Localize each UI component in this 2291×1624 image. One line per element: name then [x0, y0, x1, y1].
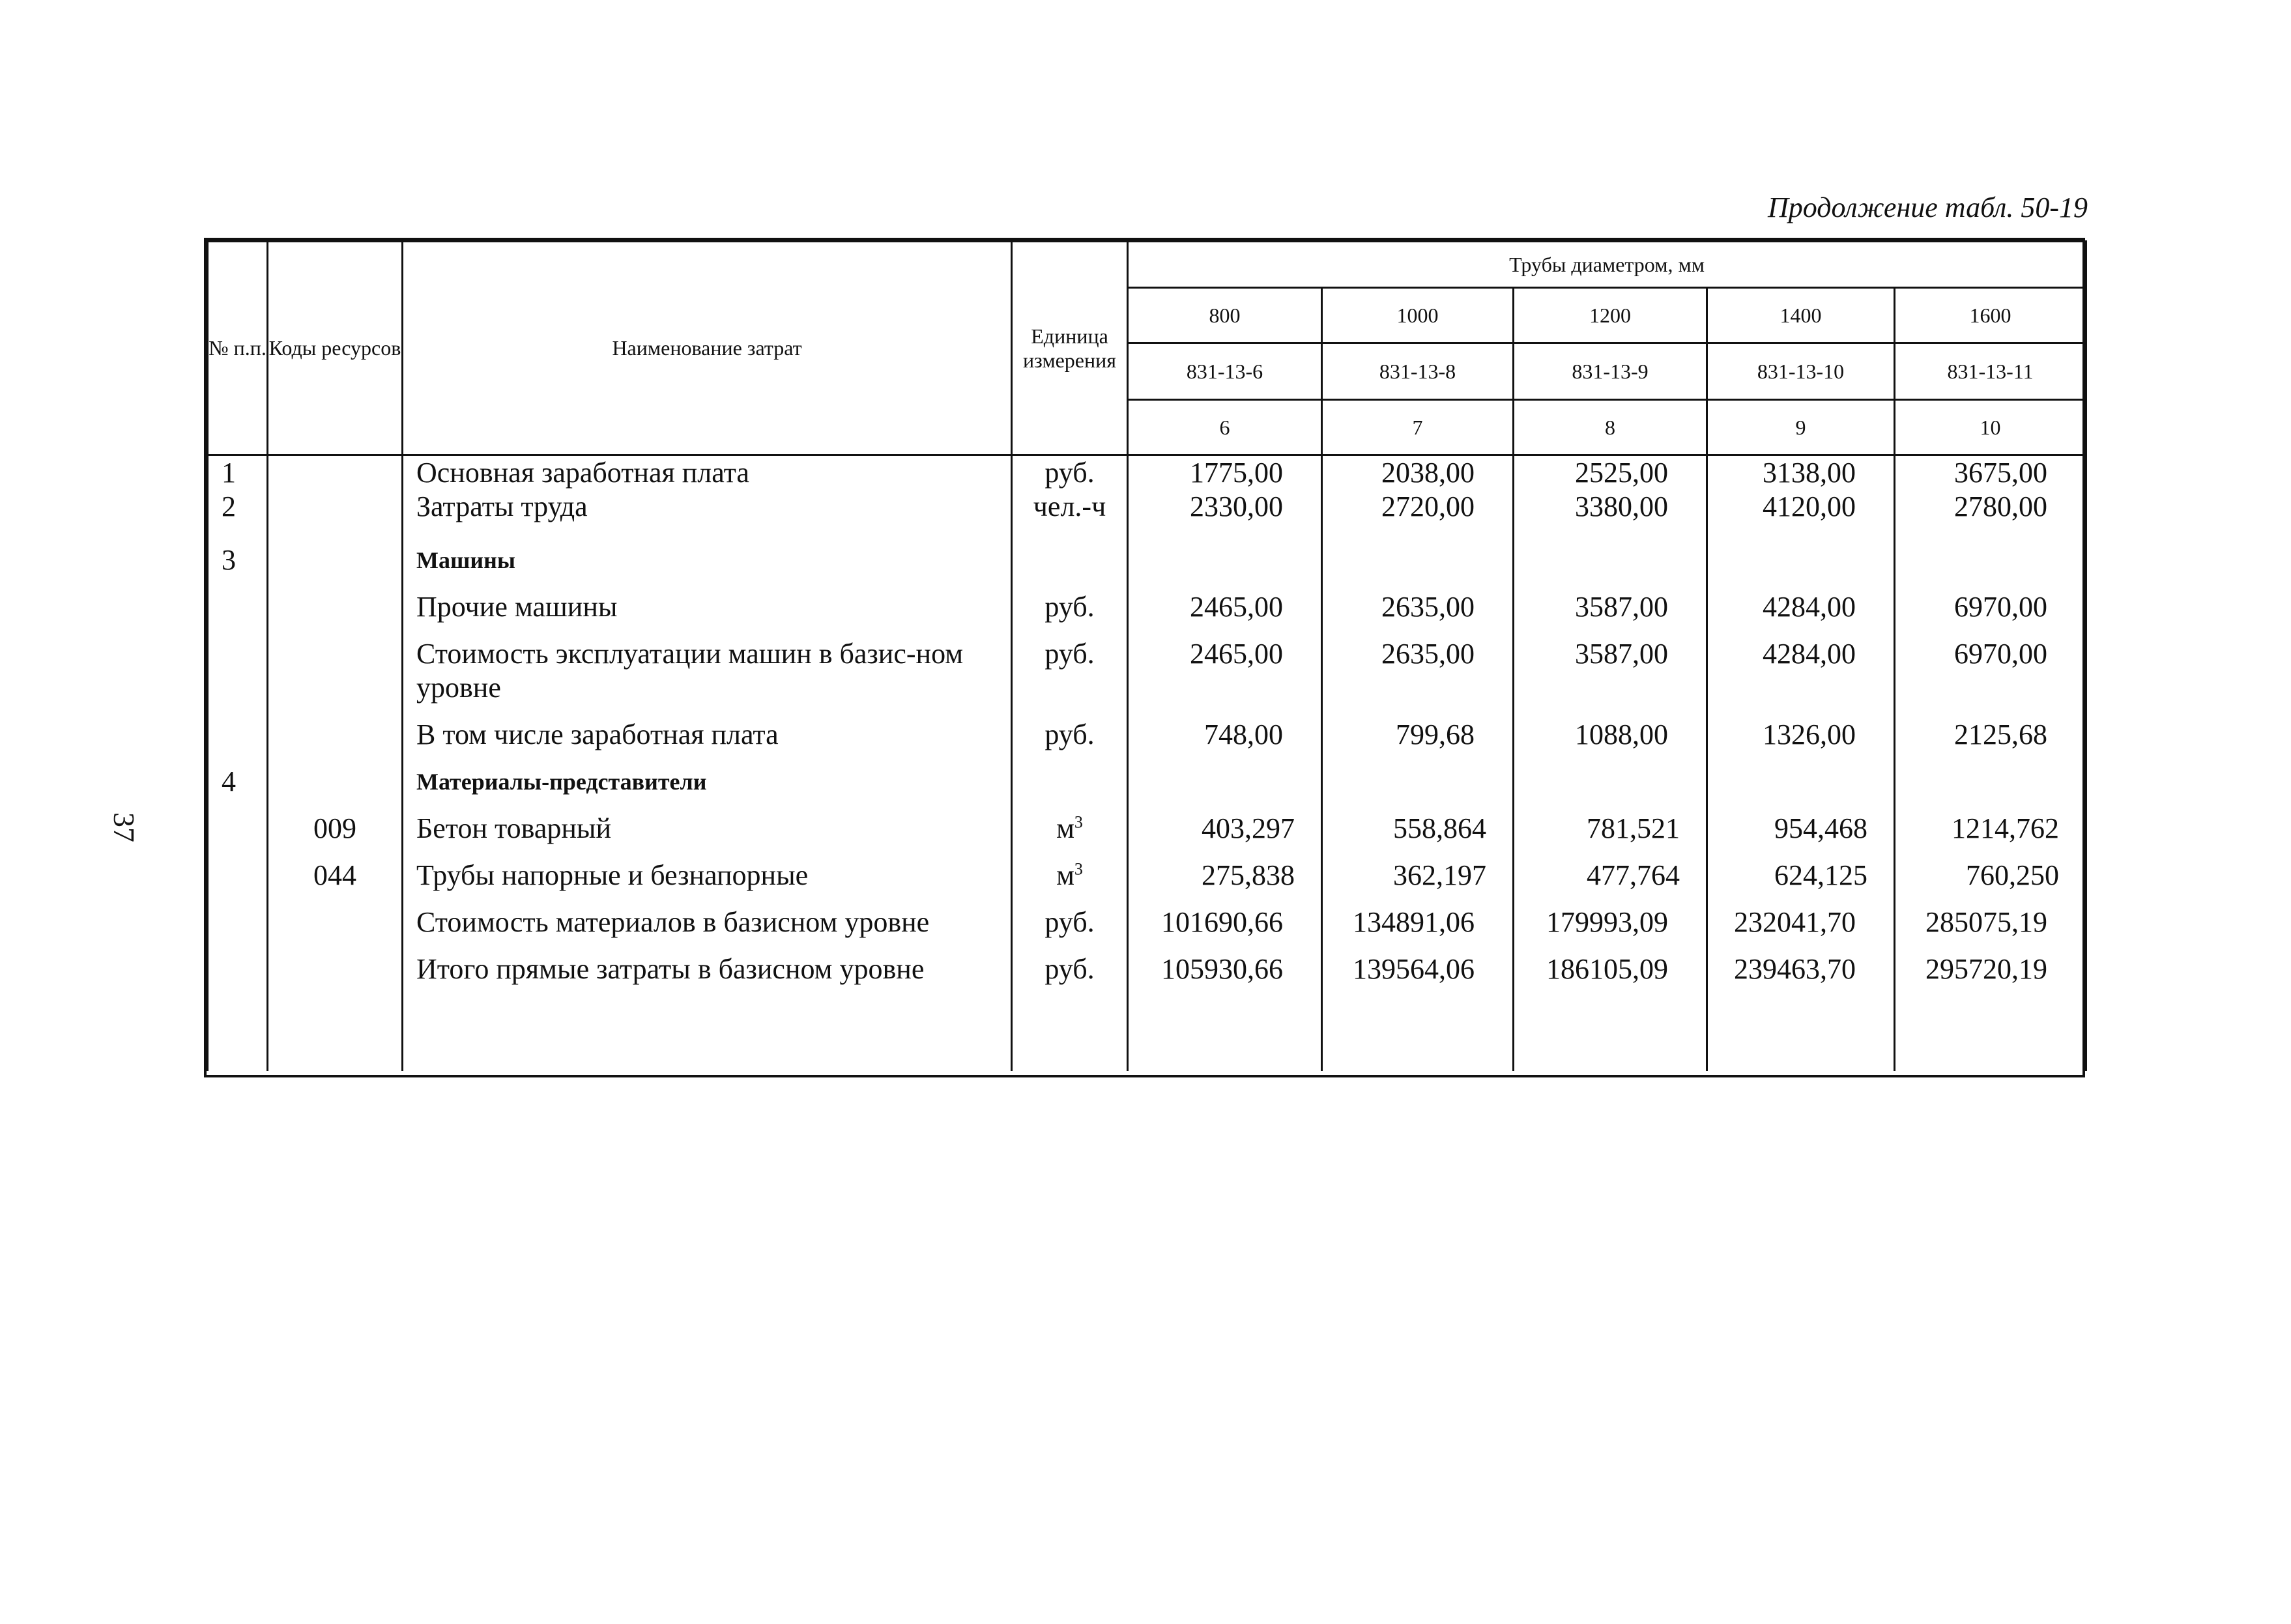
row-value	[1707, 524, 1895, 584]
row-code	[268, 455, 403, 491]
row-value: 2330,00	[1128, 490, 1322, 524]
spacer-cell	[1514, 993, 1707, 1071]
unit-text: м	[1056, 812, 1074, 844]
table-row	[208, 946, 2086, 993]
row-value: 2038,00	[1322, 455, 1514, 491]
row-code	[268, 490, 403, 524]
row-value	[1895, 524, 2086, 584]
row-unit: чел.-ч	[1012, 490, 1128, 524]
row-value: 954,468	[1707, 805, 1895, 852]
table-row	[208, 758, 2086, 805]
row-value: 6970,00	[1895, 631, 2086, 711]
header-name: Наименование затрат	[403, 242, 1012, 455]
row-unit: руб.	[1012, 899, 1128, 946]
row-num: 2	[208, 490, 268, 524]
row-unit: руб.	[1012, 455, 1128, 491]
header-diameter: 1000	[1322, 288, 1514, 343]
header-num: № п.п.	[208, 242, 268, 455]
row-value: 1214,762	[1895, 805, 2086, 852]
row-name: Итого прямые затраты в базисном уровне	[403, 946, 1012, 993]
row-code	[268, 758, 403, 805]
row-num: 4	[208, 758, 268, 805]
row-value: 624,125	[1707, 852, 1895, 899]
row-value: 362,197	[1322, 852, 1514, 899]
row-value: 781,521	[1514, 805, 1707, 852]
header-col-number: 8	[1514, 400, 1707, 455]
spacer-cell	[1707, 993, 1895, 1071]
row-code	[268, 711, 403, 758]
header-code: 831-13-6	[1128, 343, 1322, 400]
row-unit: руб.	[1012, 946, 1128, 993]
row-value: 3587,00	[1514, 584, 1707, 631]
row-name: Основная заработная плата	[403, 455, 1012, 491]
spacer-cell	[1128, 993, 1322, 1071]
row-num	[208, 946, 268, 993]
header-diameter: 1200	[1514, 288, 1707, 343]
row-num: 3	[208, 524, 268, 584]
row-value: 4284,00	[1707, 631, 1895, 711]
table-row	[208, 852, 2086, 899]
row-value: 3587,00	[1514, 631, 1707, 711]
row-value: 101690,66	[1128, 899, 1322, 946]
row-unit: руб.	[1012, 584, 1128, 631]
header-col-number: 9	[1707, 400, 1895, 455]
row-unit	[1012, 524, 1128, 584]
row-num	[208, 584, 268, 631]
row-value	[1322, 758, 1514, 805]
row-name: Затраты труда	[403, 490, 1012, 524]
row-value: 285075,19	[1895, 899, 2086, 946]
table-body	[208, 455, 2086, 1072]
table-row	[208, 455, 2086, 491]
row-value: 105930,66	[1128, 946, 1322, 993]
row-code	[268, 899, 403, 946]
row-code	[268, 946, 403, 993]
row-value: 1088,00	[1514, 711, 1707, 758]
row-value: 403,297	[1128, 805, 1322, 852]
spacer-cell	[1322, 993, 1514, 1071]
spacer-cell	[1895, 993, 2086, 1071]
row-value: 477,764	[1514, 852, 1707, 899]
page-number: 37	[108, 812, 141, 842]
resource-table	[204, 238, 2085, 1077]
header-diameter: 1600	[1895, 288, 2086, 343]
row-value: 134891,06	[1322, 899, 1514, 946]
row-value: 3380,00	[1514, 490, 1707, 524]
unit-superscript: 3	[1074, 859, 1083, 879]
row-unit: руб.	[1012, 711, 1128, 758]
header-diameter: 1400	[1707, 288, 1895, 343]
row-unit	[1012, 758, 1128, 805]
row-value: 232041,70	[1707, 899, 1895, 946]
section-heading: Материалы-представители	[403, 758, 1012, 805]
row-num	[208, 805, 268, 852]
row-value: 4120,00	[1707, 490, 1895, 524]
row-value: 3675,00	[1895, 455, 2086, 491]
row-value: 295720,19	[1895, 946, 2086, 993]
header-diameter: 800	[1128, 288, 1322, 343]
header-code: 831-13-9	[1514, 343, 1707, 400]
row-value	[1707, 758, 1895, 805]
header-code: 831-13-10	[1707, 343, 1895, 400]
header-code: 831-13-8	[1322, 343, 1514, 400]
table-row	[208, 899, 2086, 946]
row-unit	[1012, 805, 1128, 852]
row-num	[208, 631, 268, 711]
row-name: Стоимость эксплуатации машин в базис-ном уровне	[403, 631, 1012, 711]
row-value	[1514, 758, 1707, 805]
row-value: 2125,68	[1895, 711, 2086, 758]
table-row	[208, 490, 2086, 524]
row-unit	[1012, 852, 1128, 899]
row-value: 2635,00	[1322, 584, 1514, 631]
spacer-cell	[268, 993, 403, 1071]
unit-superscript: 3	[1074, 812, 1083, 832]
header-unit: Единица измерения	[1012, 242, 1128, 455]
row-name: Трубы напорные и безнапорные	[403, 852, 1012, 899]
row-value: 558,864	[1322, 805, 1514, 852]
row-value: 748,00	[1128, 711, 1322, 758]
row-name: Прочие машины	[403, 584, 1012, 631]
row-code: 009	[268, 805, 403, 852]
unit-text: м	[1056, 859, 1074, 891]
row-value: 239463,70	[1707, 946, 1895, 993]
row-num	[208, 852, 268, 899]
row-num: 1	[208, 455, 268, 491]
row-value: 6970,00	[1895, 584, 2086, 631]
row-value	[1322, 524, 1514, 584]
spacer-cell	[403, 993, 1012, 1071]
table-header	[208, 242, 2086, 455]
row-value: 4284,00	[1707, 584, 1895, 631]
row-code	[268, 524, 403, 584]
row-value: 139564,06	[1322, 946, 1514, 993]
row-value: 2720,00	[1322, 490, 1514, 524]
table-continuation-caption: Продолжение табл. 50-19	[1768, 192, 2088, 223]
header-col-number: 7	[1322, 400, 1514, 455]
row-name: Стоимость материалов в базисном уровне	[403, 899, 1012, 946]
row-value	[1514, 524, 1707, 584]
table-row-spacer	[208, 993, 2086, 1071]
row-value: 2525,00	[1514, 455, 1707, 491]
row-value	[1128, 524, 1322, 584]
row-value: 275,838	[1128, 852, 1322, 899]
row-value: 186105,09	[1514, 946, 1707, 993]
row-name: В том числе заработная плата	[403, 711, 1012, 758]
row-value: 799,68	[1322, 711, 1514, 758]
spacer-cell	[1012, 993, 1128, 1071]
table-row	[208, 805, 2086, 852]
row-value: 3138,00	[1707, 455, 1895, 491]
row-code	[268, 584, 403, 631]
table-row	[208, 711, 2086, 758]
row-num	[208, 711, 268, 758]
row-value: 2780,00	[1895, 490, 2086, 524]
header-code: 831-13-11	[1895, 343, 2086, 400]
table-row	[208, 631, 2086, 711]
table-row	[208, 584, 2086, 631]
row-value	[1895, 758, 2086, 805]
row-value: 1775,00	[1128, 455, 1322, 491]
row-value: 2465,00	[1128, 584, 1322, 631]
row-code	[268, 631, 403, 711]
row-num	[208, 899, 268, 946]
row-value	[1128, 758, 1322, 805]
row-value: 179993,09	[1514, 899, 1707, 946]
header-col-number: 6	[1128, 400, 1322, 455]
row-value: 760,250	[1895, 852, 2086, 899]
row-value: 2635,00	[1322, 631, 1514, 711]
header-codes: Коды ресурсов	[268, 242, 403, 455]
row-name: Бетон товарный	[403, 805, 1012, 852]
header-group-diameter: Трубы диаметром, мм	[1128, 242, 2086, 288]
row-value: 2465,00	[1128, 631, 1322, 711]
row-code: 044	[268, 852, 403, 899]
header-col-number: 10	[1895, 400, 2086, 455]
section-heading: Машины	[403, 524, 1012, 584]
row-unit: руб.	[1012, 631, 1128, 711]
spacer-cell	[208, 993, 268, 1071]
row-value: 1326,00	[1707, 711, 1895, 758]
table-row	[208, 524, 2086, 584]
